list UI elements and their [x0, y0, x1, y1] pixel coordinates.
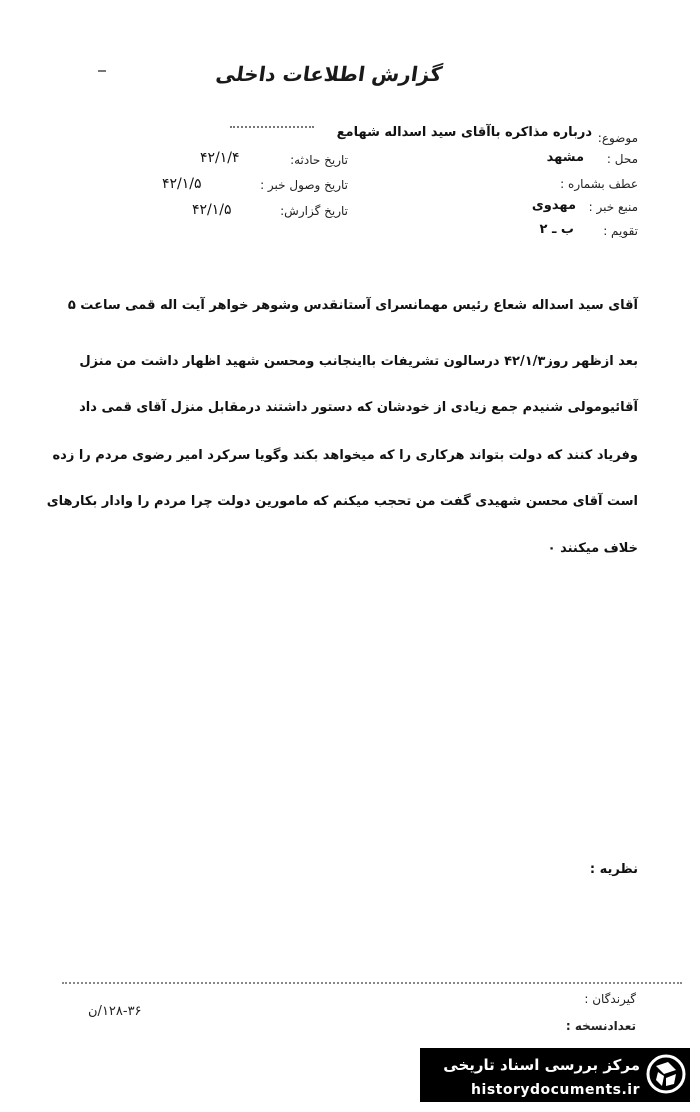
report-date-value: ۴۲/۱/۵	[192, 202, 232, 218]
received-date-label: تاریخ وصول خبر :	[260, 178, 348, 192]
watermark-name: مرکز بررسی اسناد تاریخی	[443, 1056, 640, 1074]
subject-row	[598, 127, 638, 146]
subject-value: درباره مذاکره باآقای سید اسداله شهامع	[336, 125, 592, 140]
watermark-url: historydocuments.ir	[471, 1082, 640, 1098]
rating-value: ب ـ ۲	[539, 222, 574, 237]
place-value: مشهد	[546, 150, 584, 165]
event-date-label: تاریخ حادثه:	[290, 153, 348, 167]
report-date-label: تاریخ گزارش:	[280, 204, 348, 218]
event-date-value: ۴۲/۱/۴	[200, 150, 240, 166]
body-line: بعد ازظهر روز۴۲/۱/۳ درسالون تشریفات بااینجانب ومحسن شهید اظهار داشت من منزل	[79, 354, 638, 369]
source-label: منبع خبر :	[588, 200, 638, 214]
recipients-label: گیرندگان :	[584, 992, 636, 1006]
body-line: است آقای محسن شهیدی گفت من تحجب میکنم که مامورین دولت چرا مردم را وادار بکارهای	[46, 494, 638, 509]
received-date-value: ۴۲/۱/۵	[162, 176, 202, 192]
subject-dotted-line	[230, 126, 314, 128]
body-line: خلاف میکنند ۰	[547, 541, 638, 556]
document-number: ۱۲۸-۳۶/ن	[88, 1004, 142, 1019]
ref-label: عطف بشماره :	[560, 177, 638, 191]
opinion-label: نظریه :	[589, 862, 638, 877]
report-title: گزارش اطلاعات داخلی	[214, 62, 444, 86]
footer-separator	[62, 982, 682, 984]
book-logo-icon	[646, 1054, 686, 1098]
scan-speck	[98, 70, 106, 72]
place-label: محل :	[606, 152, 638, 166]
source-value: مهدوی	[531, 198, 576, 213]
body-line: آقائیومولی شنیدم جمع زیادی از خودشان که دستور داشتند درمقابل منزل آقای قمی داد	[79, 400, 638, 415]
subject-label: موضوع:	[597, 131, 638, 145]
rating-label: تقویم :	[603, 224, 638, 238]
copies-label: تعدادنسخه :	[565, 1019, 636, 1033]
body-line: وفریاد کنند که دولت بتواند هرکاری را که میخواهد بکند وگویا سرکرد امیر رضوی مردم را زده	[52, 448, 638, 463]
body-line: آقای سید اسداله شعاع رئیس مهمانسرای آستانقدس وشوهر خواهر آیت اله قمی ساعت ۵	[67, 298, 638, 313]
